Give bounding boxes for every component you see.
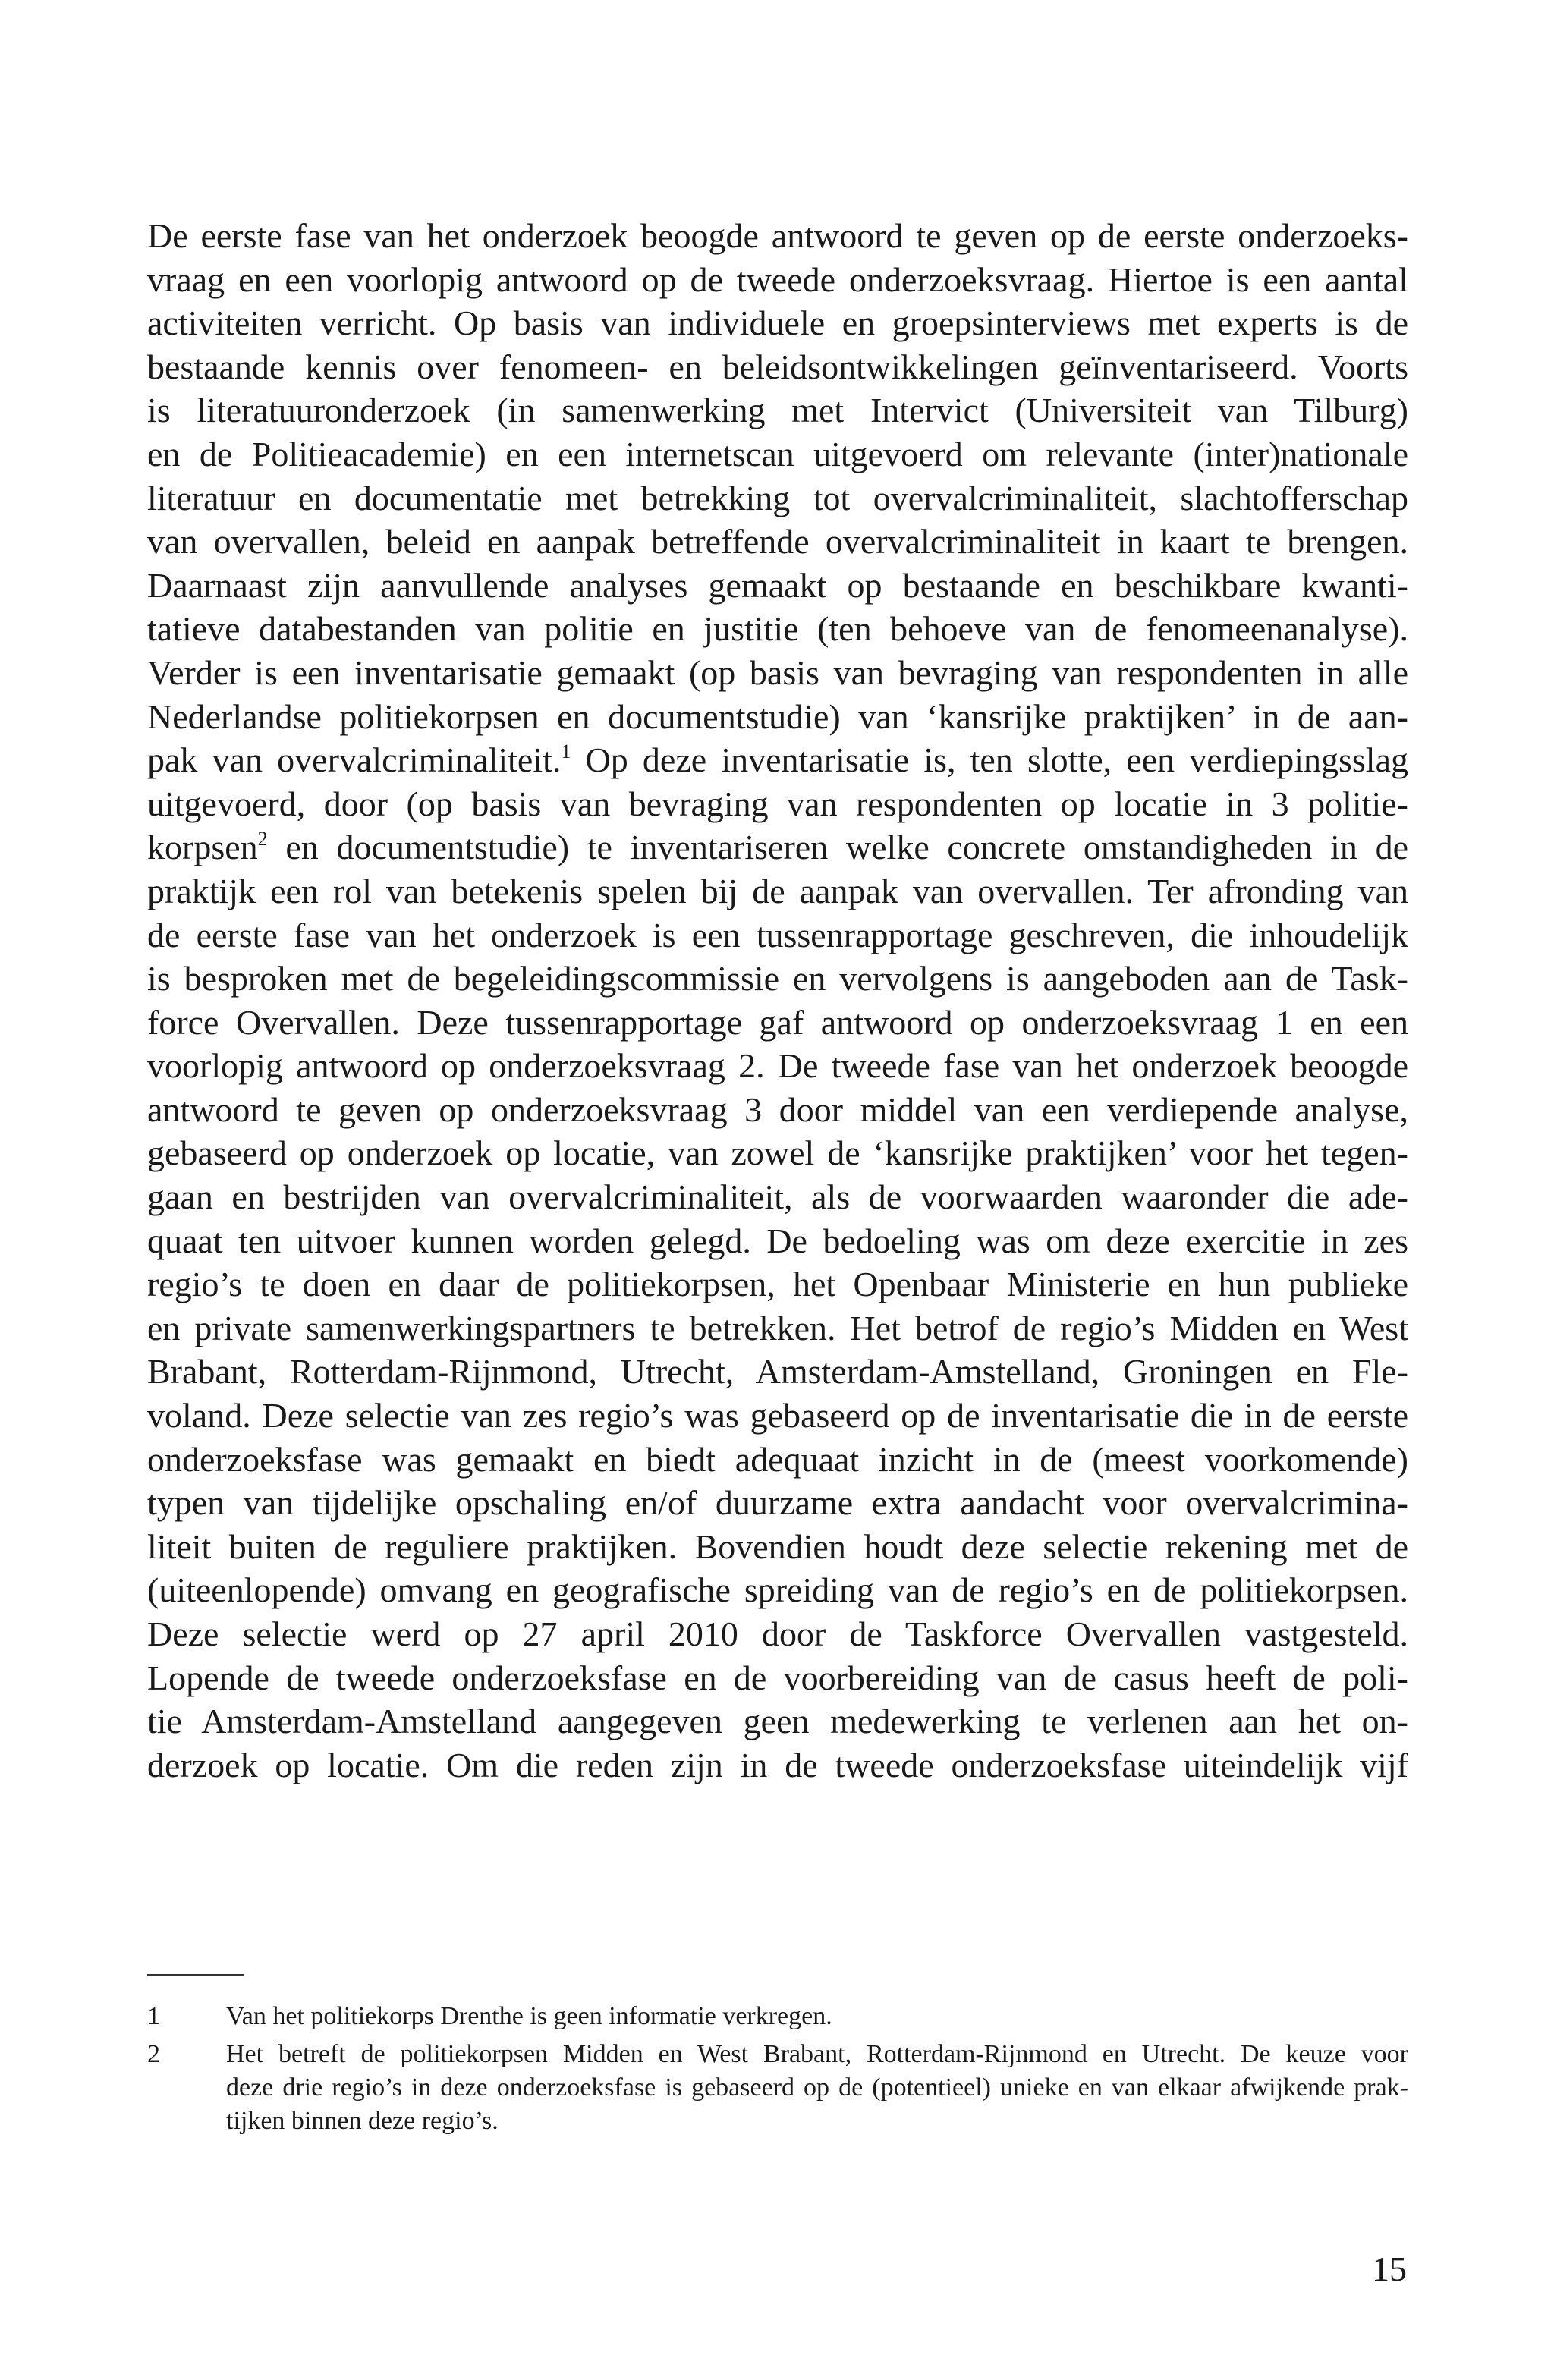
body-line: bestaande kennis over fenomeen- en beleidsontwikkelingen geïnventariseerd. Voorts — [147, 347, 1408, 386]
footnote-text — [226, 2000, 1408, 2033]
body-line: antwoord te geven op onderzoeksvraag 3 door middel van een verdiepende analyse, — [147, 1089, 1408, 1129]
body-line: onderzoeksfase was gemaakt en biedt adequaat inzicht in de (meest voorkomende) — [147, 1439, 1408, 1479]
body-line: tie Amsterdam-Amstelland aangegeven geen medewerking te verlenen aan het on- — [147, 1702, 1408, 1741]
footnote-line: Van het politiekorps Drenthe is geen informatie verkregen. — [226, 2002, 832, 2030]
body-line: van overvallen, beleid en aanpak betreffende overvalcriminaliteit in kaart te brengen. — [147, 522, 1408, 561]
body-line: voorlopig antwoord op onderzoeksvraag 2. De tweede fase van het onderzoek beoogde — [147, 1046, 1408, 1086]
body-line: praktijk een rol van betekenis spelen bij de aanpak van overvallen. Ter afronding van — [147, 871, 1408, 910]
body-line: Verder is een inventarisatie gemaakt (op basis van bevraging van respondenten in alle — [147, 652, 1408, 692]
body-paragraph — [147, 214, 1408, 1787]
body-line-text: pak van overvalcriminaliteit. — [147, 740, 562, 780]
body-line: voland. Deze selectie van zes regio’s was gebaseerd op de inventarisatie die in de eerste — [147, 1396, 1408, 1435]
body-line: is literatuuronderzoek (in samenwerking met Intervict (Universiteit van Tilburg) — [147, 391, 1408, 430]
body-line: de eerste fase van het onderzoek is een tussenrapportage geschreven, die inhoudelijk — [147, 915, 1408, 954]
body-line: Deze selectie werd op 27 april 2010 door de Taskforce Overvallen vastgesteld. — [147, 1614, 1408, 1653]
body-line: typen van tijdelijke opschaling en/of duurzame extra aandacht voor overvalcrimina- — [147, 1483, 1408, 1523]
footnote-separator — [147, 1974, 244, 1976]
body-line — [147, 825, 1408, 869]
body-line: quaat ten uitvoer kunnen worden gelegd. De bedoeling was om deze exercitie in zes — [147, 1221, 1408, 1260]
body-line: Daarnaast zijn aanvullende analyses gemaakt op bestaande en beschikbare kwanti- — [147, 565, 1408, 605]
body-line: literatuur en documentatie met betrekking tot overvalcriminaliteit, slachtofferschap — [147, 478, 1408, 517]
body-line: Brabant, Rotterdam-Rijnmond, Utrecht, Amsterdam-Amstelland, Groningen en Fle- — [147, 1352, 1408, 1391]
body-line: gaan en bestrijden van overvalcriminaliteit, als de voorwaarden waaronder die ade- — [147, 1177, 1408, 1217]
body-line: Nederlandse politiekorpsen en documentstudie) van ‘kansrijke praktijken’ in de aan- — [147, 696, 1408, 736]
body-line-text: korpsen — [147, 828, 258, 867]
footnote-text — [226, 2038, 1408, 2138]
body-line: vraag en een voorlopig antwoord op de tweede onderzoeksvraag. Hiertoe is een aantal — [147, 259, 1408, 299]
footnotes — [147, 2000, 1408, 2143]
body-line: is besproken met de begeleidingscommissie en vervolgens is aangeboden aan de Task- — [147, 959, 1408, 998]
footnote — [147, 2038, 1408, 2138]
footnote-number: 1 — [147, 2002, 160, 2030]
body-line: en private samenwerkingspartners te betrekken. Het betrof de regio’s Midden en West — [147, 1308, 1408, 1347]
footnote — [147, 2000, 1408, 2033]
body-line: activiteiten verricht. Op basis van individuele en groepsinterviews met experts is de — [147, 303, 1408, 343]
body-line: gebaseerd op onderzoek op locatie, van zowel de ‘kansrijke praktijken’ voor het tegen- — [147, 1133, 1408, 1173]
body-line: uitgevoerd, door (op basis van bevraging van respondenten op locatie in 3 politie- — [147, 784, 1408, 823]
body-line: force Overvallen. Deze tussenrapportage gaf antwoord op onderzoeksvraag 1 en een — [147, 1002, 1408, 1042]
body-line: De eerste fase van het onderzoek beoogde antwoord te geven op de eerste onderzoeks- — [147, 216, 1408, 255]
body-line: regio’s te doen en daar de politiekorpsen, het Openbaar Ministerie en hun publieke — [147, 1265, 1408, 1304]
body-line: tatieve databestanden van politie en justitie (ten behoeve van de fenomeenanalyse). — [147, 609, 1408, 649]
footnote-reference: 2 — [257, 827, 268, 850]
body-line: Lopende de tweede onderzoeksfase en de voorbereiding van de casus heeft de poli- — [147, 1658, 1408, 1697]
body-line — [147, 738, 1408, 782]
footnote-line: deze drie regio’s in deze onderzoeksfase is gebaseerd op de (potentieel) unieke en van elkaar afwijkende prak- — [226, 2073, 1408, 2102]
body-line-text: en documentstudie) te inventariseren welke concrete omstandigheden in de — [267, 828, 1408, 867]
body-line: liteit buiten de reguliere praktijken. Bovendien houdt deze selectie rekening met de — [147, 1526, 1408, 1566]
body-line: (uiteenlopende) omvang en geografische spreiding van de regio’s en de politiekorpsen. — [147, 1570, 1408, 1610]
footnote-reference: 1 — [561, 740, 571, 762]
page-number: 15 — [1372, 2250, 1407, 2288]
body-line: en de Politieacademie) en een internetscan uitgevoerd om relevante (inter)nationale — [147, 434, 1408, 473]
footnote-number: 2 — [147, 2040, 160, 2068]
body-line-text: Op deze inventarisatie is, ten slotte, een verdiepingsslag — [571, 740, 1408, 780]
footnote-line: Het betreft de politiekorpsen Midden en West Brabant, Rotterdam-Rijnmond en Utrecht. De keuze voor — [226, 2040, 1408, 2068]
body-line: derzoek op locatie. Om die reden zijn in de tweede onderzoeksfase uiteindelijk vijf — [147, 1745, 1408, 1784]
footnote-line: tijken binnen deze regio’s. — [226, 2107, 499, 2135]
